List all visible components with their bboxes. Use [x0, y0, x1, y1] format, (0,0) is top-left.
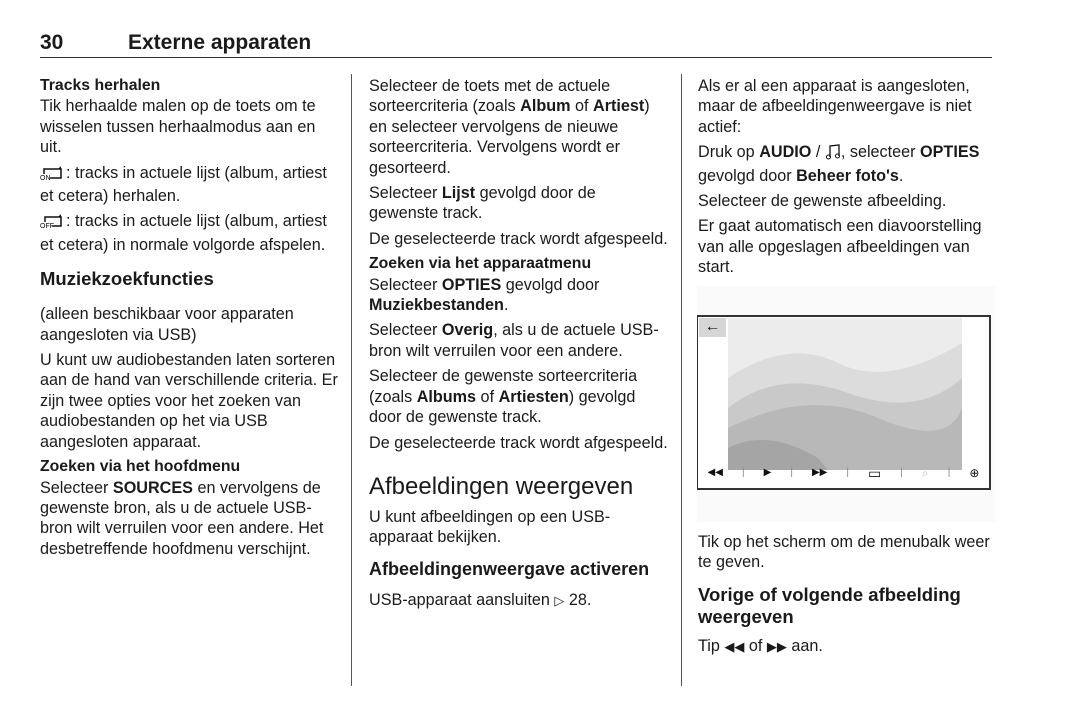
section-heading	[369, 473, 669, 501]
text: Tik op het scherm om de menubalk weer te geven.	[698, 532, 990, 572]
text: , selecteer	[840, 143, 921, 162]
text: of	[744, 637, 767, 656]
text: ) en selecteer vervolgens de nieuwe sorteercriteria. Vervolgens wordt er gesorteerd.	[369, 97, 650, 177]
bold-term: Artiest	[593, 97, 645, 116]
paragraph	[369, 507, 669, 548]
section-heading	[369, 254, 669, 274]
music-note-icon	[825, 144, 841, 165]
paragraph	[40, 304, 340, 345]
column-1	[40, 76, 340, 564]
text: Selecteer de gewenste afbeelding.	[698, 192, 947, 211]
text: Selecteer	[369, 184, 442, 203]
text: Er gaat automatisch een diavoorstelling van alle opgeslagen afbeeldingen van start.	[698, 217, 982, 277]
text: en vervolgens de gewenste bron, als u de actuele USB-bron wilt verruilen voor een andere. Het desbetreffende hoofdmenu verschijnt.	[40, 478, 324, 558]
paragraph	[698, 191, 994, 211]
text: Selecteer	[369, 321, 442, 340]
text: gevolgd door	[501, 275, 600, 294]
text: of	[476, 387, 499, 406]
text: Selecteer	[369, 275, 442, 294]
paragraph	[40, 163, 340, 207]
section-heading	[369, 558, 669, 580]
text: Zoeken via het hoofdmenu	[40, 458, 241, 476]
bold-term: AUDIO	[759, 143, 812, 162]
image-viewer-screen	[697, 315, 991, 490]
text: 28.	[564, 590, 592, 609]
bold-term: Lijst	[441, 184, 476, 203]
text: gevolgd door de gewenste track.	[369, 184, 596, 223]
column-divider	[351, 74, 352, 686]
text: gevolgd door	[698, 166, 797, 185]
text: Vorige of volgende afbeelding weergeven	[698, 584, 961, 628]
image-viewer-figure	[697, 286, 995, 522]
text: Selecteer de toets met de actuele sorteercriteria (zoals	[369, 77, 611, 116]
bold-term: Album	[520, 97, 571, 116]
text: Selecteer	[40, 478, 113, 497]
svg-text:ON: ON	[40, 174, 51, 181]
paragraph	[40, 478, 340, 560]
bold-term: SOURCES	[112, 478, 193, 497]
text: De geselecteerde track wordt afgespeeld.	[369, 229, 668, 248]
text: ) gevolgd door de gewenste track.	[369, 387, 636, 427]
bold-term: Beheer foto's	[796, 166, 899, 185]
text: Afbeeldingenweergave activeren	[369, 558, 650, 579]
page-number: 30	[40, 31, 64, 54]
media-control-bar: ◀◀ | ▶ | ▶▶ | ▭ | ⌕ | ⊕	[698, 463, 989, 483]
fit-screen-icon[interactable]: ▭	[868, 465, 882, 482]
text: Tik herhaalde malen op de toets om te wisselen tussen herhaalmodus aan en uit.	[40, 97, 316, 157]
text: Tip	[698, 637, 725, 656]
paragraph	[698, 532, 994, 573]
text: /	[811, 143, 825, 162]
column-2	[369, 76, 669, 616]
text: .	[898, 166, 904, 185]
section-heading	[40, 76, 340, 96]
text: of	[570, 97, 593, 116]
bold-term: Overig	[441, 321, 494, 340]
text: Zoeken via het apparaatmenu	[369, 255, 592, 273]
paragraph	[369, 433, 669, 453]
section-heading	[40, 457, 340, 477]
text: De geselecteerde track wordt afgespeeld.	[369, 433, 668, 452]
page-header-title: Externe apparaten	[128, 31, 312, 54]
symbol: ◀◀	[724, 639, 745, 655]
symbol: ▶▶	[766, 639, 787, 655]
back-arrow-icon[interactable]: ←	[699, 318, 726, 337]
zoom-out-icon[interactable]: ⌕	[921, 466, 929, 481]
paragraph	[698, 216, 994, 277]
text: , als u de actuele USB-bron wilt verruilen voor een andere.	[369, 321, 659, 360]
section-heading	[40, 268, 340, 290]
paragraph	[369, 320, 669, 361]
text: Afbeeldingen weergeven	[369, 472, 634, 500]
paragraph	[369, 183, 669, 224]
paragraph	[369, 76, 669, 178]
text: Selecteer de gewenste sorteercriteria (zoals	[369, 367, 638, 406]
section-heading	[698, 584, 994, 628]
column-divider	[681, 74, 682, 686]
paragraph	[698, 636, 994, 657]
text: U kunt uw audiobestanden laten sorteren aan de hand van verschillende criteria. Er zijn twee opties voor het zoeken van audiobestanden op het via USB aangesloten apparaat.	[40, 351, 338, 451]
bold-term: Muziekbestanden	[369, 296, 504, 315]
bold-term: Artiesten	[498, 387, 569, 406]
paragraph	[40, 211, 340, 255]
paragraph	[698, 142, 994, 186]
bold-term: OPTIES	[920, 143, 980, 162]
paragraph	[40, 96, 340, 157]
bold-term: Albums	[416, 387, 477, 406]
text: : tracks in actuele lijst (album, artiest et cetera) in normale volgorde afspelen.	[40, 212, 327, 254]
text: USB-apparaat aansluiten	[369, 590, 555, 609]
bold-term: OPTIES	[441, 275, 502, 294]
repeat-on-icon	[40, 165, 66, 186]
header-rule	[40, 57, 992, 58]
paragraph	[698, 76, 994, 137]
paragraph	[369, 275, 669, 316]
text: Druk op	[698, 143, 760, 162]
repeat-off-icon	[40, 213, 66, 234]
text: aan.	[786, 637, 823, 656]
text: Muziekzoekfuncties	[40, 268, 214, 290]
symbol: ▷	[554, 592, 565, 608]
paragraph	[40, 350, 340, 452]
paragraph	[369, 229, 669, 249]
zoom-in-icon[interactable]: ⊕	[969, 466, 980, 481]
svg-text:OFF: OFF	[40, 223, 54, 230]
play-icon[interactable]: ▶	[763, 467, 772, 479]
text: .	[503, 296, 509, 315]
paragraph	[369, 366, 669, 427]
text: Tracks herhalen	[40, 77, 161, 94]
paragraph	[369, 590, 669, 611]
next-icon[interactable]: ▶▶	[811, 467, 828, 479]
text: U kunt afbeeldingen op een USB-apparaat bekijken.	[369, 507, 611, 547]
previous-icon[interactable]: ◀◀	[707, 467, 723, 479]
text: (alleen beschikbaar voor apparaten aangesloten via USB)	[40, 305, 294, 344]
text: Als er al een apparaat is aangesloten, maar de afbeeldingenweergave is niet actief:	[698, 77, 972, 136]
text: : tracks in actuele lijst (album, artiest et cetera) herhalen.	[40, 163, 327, 206]
column-3	[698, 76, 994, 663]
landscape-photo	[728, 318, 962, 470]
